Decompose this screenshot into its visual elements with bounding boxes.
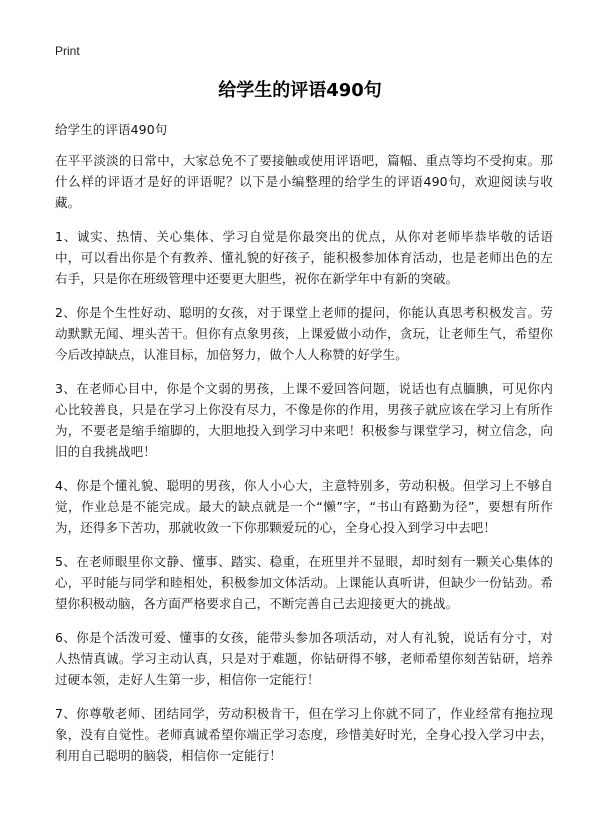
comment-paragraph-1: 1、诚实、热情、关心集体、学习自觉是你最突出的优点，从你对老师毕恭毕敬的话语中，可以看出你是个有教养、懂礼貌的好孩子，能积极参加体育活动，也是老师出色的左右手，只是你在班级管理中还要更大胆些，祝你在新学年中有新的突破。 [55, 229, 553, 286]
document-title: 给学生的评语490句 [218, 80, 382, 101]
comment-paragraph-2: 2、你是个生性好动、聪明的女孩，对于课堂上老师的提问，你能认真思考积极发言。劳动默默无闻、埋头苦干。但你有点象男孩，上课爱做小动作，贪玩，让老师生气，希望你今后改掉缺点，认准目标，加倍努力，做个人人称赞的好学生。 [55, 305, 553, 362]
comment-paragraph-4: 4、你是个懂礼貌、聪明的男孩，你人小心大，主意特别多，劳动积极。但学习上不够自觉，作业总是不能完成。最大的缺点就是一个“懒”字，“书山有路勤为径”，要想有所作为，还得多下苦功，那就收敛一下你那颗爱玩的心，全身心投入到学习中去吧！ [55, 478, 553, 535]
comment-paragraph-3: 3、在老师心目中，你是个文弱的男孩，上课不爱回答问题，说话也有点腼腆，可见你内心比较善良，只是在学习上你没有尽力，不像是你的作用，男孩子就应该在学习上有所作为，不要老是缩手缩脚的，大胆地投入到学习中来吧！积极参与课堂学习，树立信念，向旧的自我挑战吧！ [55, 381, 553, 459]
print-link[interactable]: Print [55, 44, 80, 58]
document-body [55, 119, 553, 779]
comment-paragraph-5: 5、在老师眼里你文静、懂事、踏实、稳重，在班里并不显眼，却时刻有一颗关心集体的心，平时能与同学和睦相处，积极参加文体活动。上课能认真听讲，但缺少一份钻劲。希望你积极动脑，各方面严格要求自己，不断完善自己去迎接更大的挑战。 [55, 554, 553, 611]
comment-paragraph-6: 6、你是个活泼可爱、懂事的女孩，能带头参加各项活动，对人有礼貌，说话有分寸，对人热情真诚。学习主动认真，只是对于难题，你钻研得不够，老师希望你刻苦钻研，培养过硬本领，走好人生第一步，相信你一定能行！ [55, 630, 553, 687]
comment-paragraph-7: 7、你尊敬老师、团结同学，劳动积极肯干，但在学习上你就不同了，作业经常有拖拉现象，没有自觉性。老师真诚希望你端正学习态度，珍惜美好时光，全身心投入学习中去，利用自己聪明的脑袋，相信你一定能行！ [55, 706, 553, 763]
document-subtitle: 给学生的评语490句 [55, 122, 168, 137]
intro-paragraph: 在平平淡淡的日常中，大家总免不了要接触或使用评语吧，篇幅、重点等均不受拘束。那什么样的评语才是好的评语呢？以下是小编整理的给学生的评语490句，欢迎阅读与收藏。 [55, 153, 553, 210]
